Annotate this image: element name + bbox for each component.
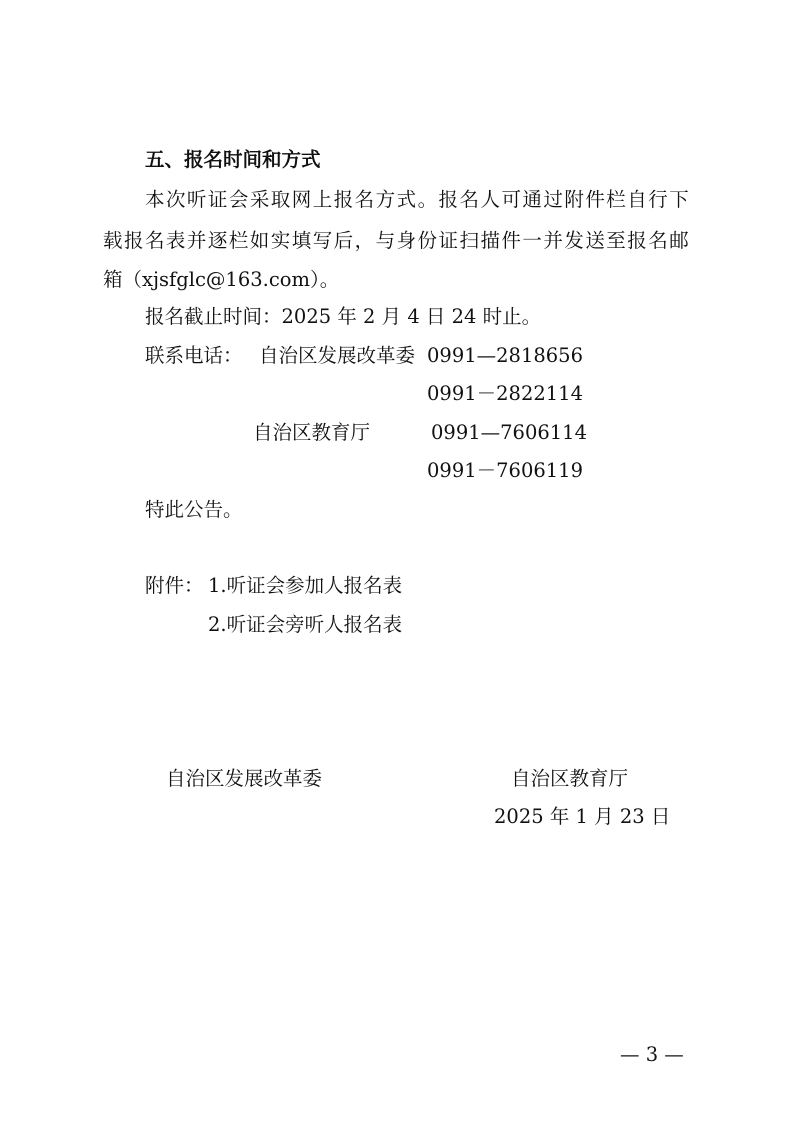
- issuer-ndrc: 自治区发展改革委: [166, 767, 323, 790]
- contact-phone-education-2: 0991－7606119: [427, 459, 583, 482]
- registration-deadline: 报名截止时间：2025 年 2 月 4 日 24 时止。: [145, 305, 542, 328]
- closing-text: 特此公告。: [145, 498, 243, 521]
- attachment-item-participant-form: 1.听证会参加人报名表: [208, 574, 403, 597]
- contact-org-ndrc: 自治区发展改革委: [259, 344, 416, 367]
- contact-phone-education-1: 0991—7606114: [431, 421, 587, 444]
- paragraph-line-1: 本次听证会采取网上报名方式。报名人可通过附件栏自行下: [145, 188, 689, 211]
- paragraph-line-2: 载报名表并逐栏如实填写后，与身份证扫描件一并发送至报名邮: [103, 229, 689, 252]
- contact-phone-ndrc-2: 0991－2822114: [427, 382, 583, 405]
- page-number: — 3 —: [620, 1043, 684, 1066]
- attachment-item-observer-form: 2.听证会旁听人报名表: [208, 613, 403, 636]
- attachments-label: 附件：: [145, 574, 204, 597]
- contact-label: 联系电话：: [145, 344, 243, 367]
- contact-phone-ndrc-1: 0991—2818656: [427, 344, 583, 367]
- issue-date: 2025 年 1 月 23 日: [494, 805, 671, 828]
- section-heading: 五、报名时间和方式: [145, 148, 321, 171]
- contact-org-education: 自治区教育厅: [253, 421, 371, 444]
- issuer-education-department: 自治区教育厅: [511, 767, 629, 790]
- paragraph-line-3: 箱（xjsfglc@163.com）。: [103, 268, 340, 291]
